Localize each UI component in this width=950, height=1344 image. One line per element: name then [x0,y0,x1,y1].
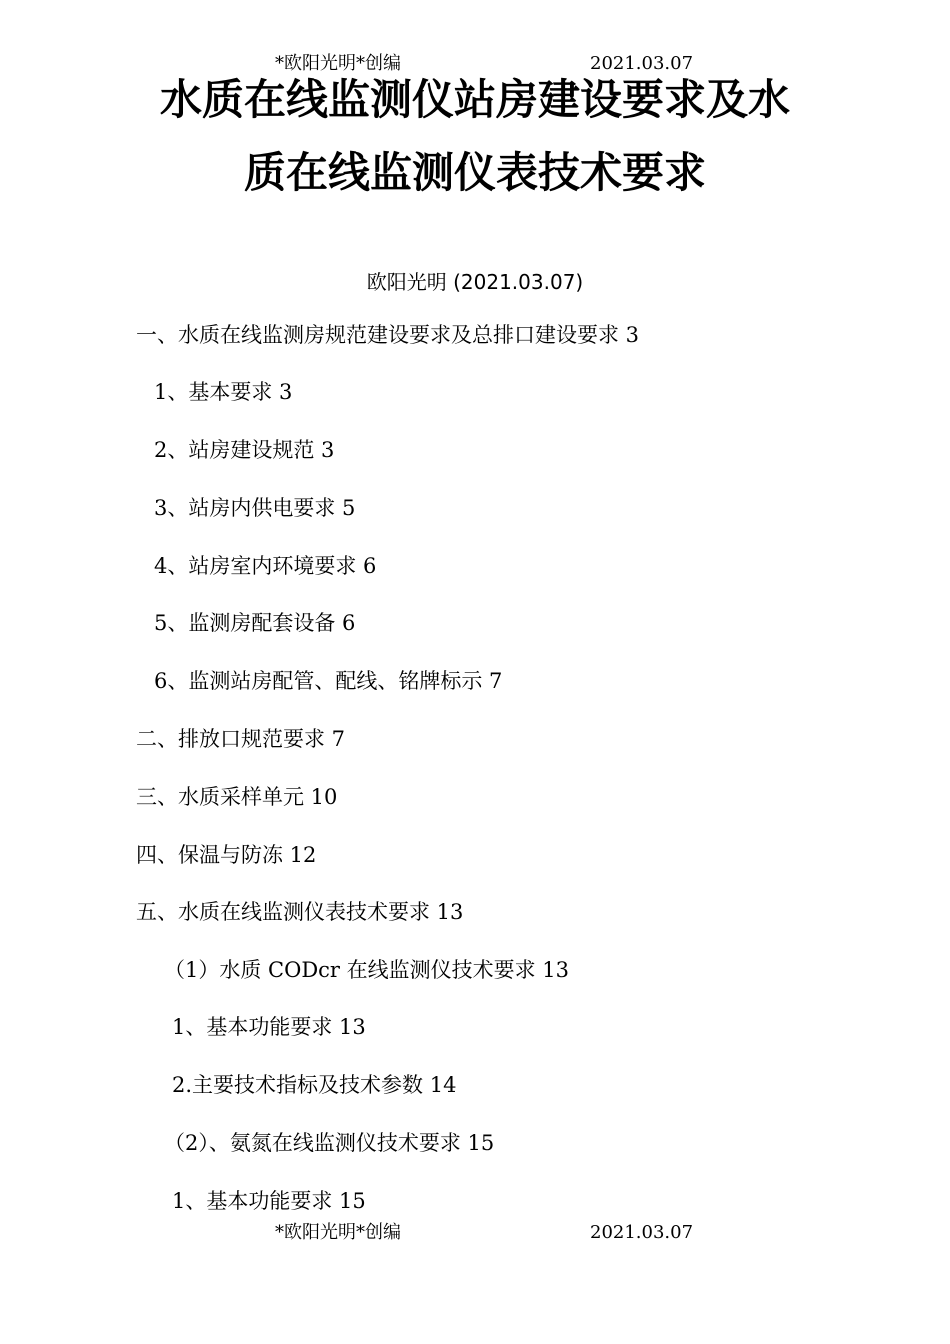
toc-item[interactable]: 4、站房室内环境要求 6 [154,554,377,578]
toc-item[interactable]: 三、水质采样单元 10 [136,785,338,809]
toc-item[interactable]: 四、保温与防冻 12 [136,843,317,867]
toc-item[interactable]: 1、基本功能要求 15 [172,1189,366,1213]
toc-item[interactable]: 二、排放口规范要求 7 [136,727,346,751]
toc-item[interactable]: 一、水质在线监测房规范建设要求及总排口建设要求 3 [136,323,640,347]
toc-item[interactable]: （1）水质 CODcr 在线监测仪技术要求 13 [164,958,570,982]
header-author: *欧阳光明*创编 [275,53,401,74]
footer-date: 2021.03.07 [590,1222,694,1243]
toc-item[interactable]: 2.主要技术指标及技术参数 14 [172,1073,457,1097]
toc-item[interactable]: 3、站房内供电要求 5 [154,496,356,520]
toc-item[interactable]: 五、水质在线监测仪表技术要求 13 [136,900,464,924]
toc-item[interactable]: 1、基本要求 3 [154,380,293,404]
author-byline: 欧阳光明 (2021.03.07) [366,270,584,294]
toc-item[interactable]: 6、监测站房配管、配线、铭牌标示 7 [154,669,503,693]
header-date: 2021.03.07 [590,53,694,74]
toc-item[interactable]: 1、基本功能要求 13 [172,1015,366,1039]
footer-author: *欧阳光明*创编 [275,1222,401,1243]
toc-item[interactable]: （2）、氨氮在线监测仪技术要求 15 [164,1131,495,1155]
toc-item[interactable]: 2、站房建设规范 3 [154,438,335,462]
title-line-2: 质在线监测仪表技术要求 [243,148,706,197]
toc-item[interactable]: 5、监测房配套设备 6 [154,611,356,635]
title-line-1: 水质在线监测仪站房建设要求及水 [159,75,790,124]
